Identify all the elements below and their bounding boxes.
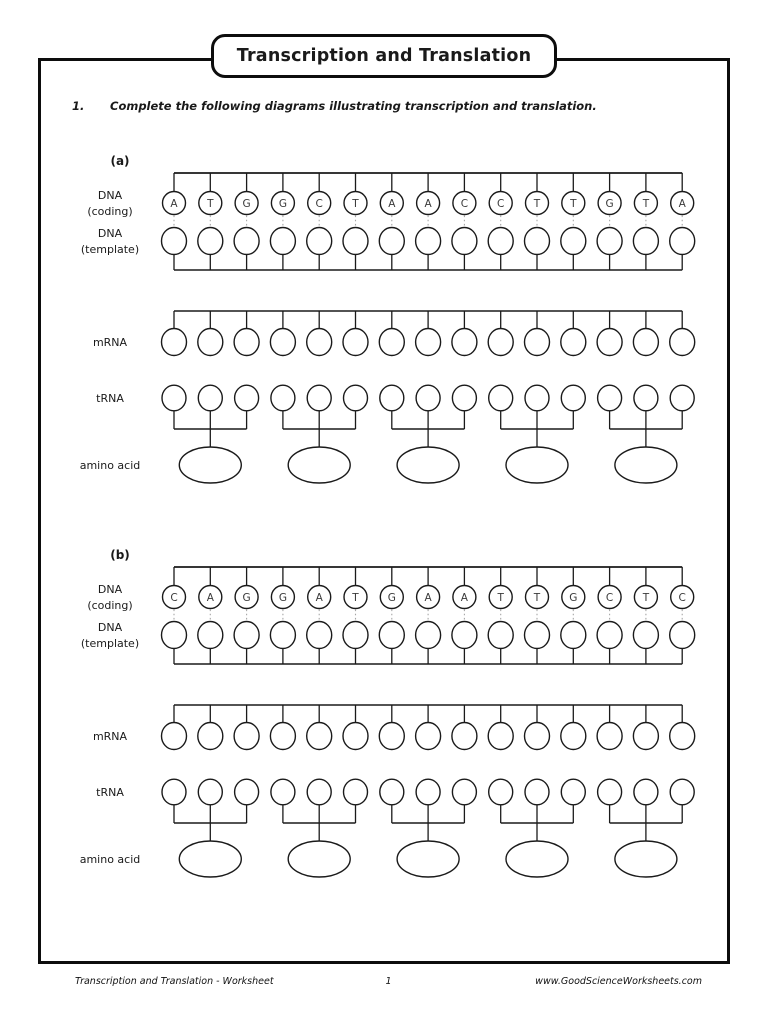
dna-template-blank-circle [379,622,404,649]
mrna-blank-circle [633,723,658,750]
dna-coding-base-letter: T [533,591,541,604]
dna-coding-base-letter: A [678,197,686,210]
dna-coding-base-letter: G [242,197,251,210]
dna-template-blank-circle [561,228,586,255]
dna-template-blank-circle [670,228,695,255]
dna-coding-base-letter: T [352,591,359,604]
dna-template-blank-circle [162,228,187,255]
dna-template-label: (template) [80,243,140,256]
trna-blank-circle [271,779,295,805]
trna-blank-circle [235,385,259,411]
amino-acid-blank-ellipse [506,841,568,877]
dna-template-blank-circle [379,228,404,255]
mrna-blank-circle [270,723,295,750]
mrna-blank-circle [488,329,513,356]
mrna-blank-circle [561,329,586,356]
trna-blank-circle [271,385,295,411]
dna-template-blank-circle [416,622,441,649]
amino-acid-blank-ellipse [288,841,350,877]
dna-coding-base-letter: A [170,197,178,210]
mrna-label: mRNA [92,336,128,349]
dna-coding-base-letter: A [424,197,432,210]
amino-acid-blank-ellipse [506,447,568,483]
dna-coding-base-letter: T [497,591,504,604]
question-number: 1. [72,99,85,113]
dna-coding-base-letter: G [278,591,287,604]
trna-blank-circle [307,385,331,411]
trna-label: tRNA [96,786,124,799]
dna-coding-base-letter: C [678,591,686,604]
dna-coding-label: DNA [97,189,123,202]
mrna-blank-circle [633,329,658,356]
mrna-label: mRNA [92,730,128,743]
dna-coding-base-letter: T [207,197,214,210]
amino-acid-blank-ellipse [615,447,677,483]
mrna-blank-circle [162,723,187,750]
dna-template-blank-circle [234,228,259,255]
dna-template-label: (template) [80,637,140,650]
dna-template-blank-circle [597,622,622,649]
mrna-blank-circle [525,329,550,356]
diagram-label: (b) [110,548,130,562]
mrna-blank-circle [307,723,332,750]
dna-template-blank-circle [452,228,477,255]
trna-blank-circle [380,779,404,805]
dna-coding-base-letter: A [206,591,214,604]
dna-template-blank-circle [307,228,332,255]
dna-coding-base-letter: G [278,197,287,210]
amino-acid-blank-ellipse [397,841,459,877]
mrna-blank-circle [198,723,223,750]
dna-coding-base-letter: G [605,197,614,210]
dna-coding-base-letter: A [388,197,396,210]
dna-template-blank-circle [488,622,513,649]
trna-blank-circle [598,385,622,411]
dna-template-blank-circle [561,622,586,649]
mrna-blank-circle [379,723,404,750]
amino-acid-blank-ellipse [179,841,241,877]
footer-page-number: 1 [385,976,392,987]
mrna-blank-circle [416,329,441,356]
trna-blank-circle [416,385,440,411]
instruction-line [72,99,597,113]
trna-blank-circle [416,779,440,805]
trna-blank-circle [380,385,404,411]
dna-coding-label: (coding) [87,205,133,218]
dna-template-blank-circle [270,622,295,649]
worksheet-title-box [211,34,557,78]
dna-template-blank-circle [488,228,513,255]
mrna-blank-circle [597,723,622,750]
trna-blank-circle [670,385,694,411]
footer-worksheet-title: Transcription and Translation - Worksheet [75,976,274,987]
trna-blank-circle [162,779,186,805]
trna-blank-circle [525,779,549,805]
amino-acid-blank-ellipse [615,841,677,877]
dna-coding-base-letter: T [352,197,359,210]
trna-blank-circle [344,779,368,805]
dna-template-label: DNA [97,621,123,634]
dna-coding-label: DNA [97,583,123,596]
dna-coding-base-letter: A [315,591,323,604]
dna-coding-base-letter: G [569,591,578,604]
dna-template-blank-circle [234,622,259,649]
trna-blank-circle [670,779,694,805]
mrna-blank-circle [343,329,368,356]
mrna-blank-circle [597,329,622,356]
amino-acid-blank-ellipse [397,447,459,483]
trna-blank-circle [344,385,368,411]
amino-acid-label: amino acid [79,853,141,866]
transcription-diagram-a [30,140,720,498]
dna-template-blank-circle [670,622,695,649]
trna-blank-circle [162,385,186,411]
mrna-blank-circle [525,723,550,750]
dna-template-blank-circle [198,228,223,255]
dna-coding-base-letter: T [642,197,650,210]
trna-label: tRNA [96,392,124,405]
dna-coding-base-letter: C [315,197,323,210]
dna-coding-base-letter: A [460,591,468,604]
footer [60,976,710,987]
mrna-blank-circle [561,723,586,750]
trna-blank-circle [561,779,585,805]
dna-coding-base-letter: C [170,591,178,604]
question-text: Complete the following diagrams illustrating transcription and translation. [110,99,597,113]
mrna-blank-circle [670,723,695,750]
mrna-blank-circle [198,329,223,356]
mrna-blank-circle [452,329,477,356]
mrna-blank-circle [488,723,513,750]
mrna-blank-circle [234,329,259,356]
mrna-blank-circle [270,329,295,356]
trna-blank-circle [561,385,585,411]
dna-template-blank-circle [307,622,332,649]
dna-coding-base-letter: G [387,591,396,604]
dna-template-blank-circle [525,622,550,649]
dna-coding-base-letter: C [497,197,505,210]
dna-coding-base-letter: G [242,591,251,604]
dna-template-blank-circle [343,228,368,255]
mrna-blank-circle [670,329,695,356]
trna-blank-circle [489,779,513,805]
transcription-diagram-b [30,534,720,892]
footer-website: www.GoodScienceWorksheets.com [535,976,702,987]
amino-acid-label: amino acid [79,459,141,472]
trna-blank-circle [489,385,513,411]
mrna-blank-circle [452,723,477,750]
trna-blank-circle [307,779,331,805]
trna-blank-circle [634,779,658,805]
trna-blank-circle [634,385,658,411]
dna-template-blank-circle [633,228,658,255]
dna-template-blank-circle [270,228,295,255]
dna-template-blank-circle [343,622,368,649]
dna-template-blank-circle [452,622,477,649]
dna-coding-base-letter: T [570,197,577,210]
dna-coding-base-letter: C [605,591,614,604]
mrna-blank-circle [343,723,368,750]
trna-blank-circle [452,385,476,411]
dna-coding-base-letter: A [424,591,432,604]
trna-blank-circle [198,779,222,805]
dna-coding-base-letter: C [460,197,469,210]
dna-template-blank-circle [525,228,550,255]
dna-template-blank-circle [633,622,658,649]
dna-template-blank-circle [162,622,187,649]
amino-acid-blank-ellipse [288,447,350,483]
diagram-label: (a) [110,154,130,168]
mrna-blank-circle [416,723,441,750]
mrna-blank-circle [307,329,332,356]
dna-coding-label: (coding) [87,599,133,612]
trna-blank-circle [525,385,549,411]
dna-template-blank-circle [416,228,441,255]
amino-acid-blank-ellipse [179,447,241,483]
dna-template-label: DNA [97,227,123,240]
worksheet-title: Transcription and Translation [236,46,532,66]
dna-template-blank-circle [198,622,223,649]
trna-blank-circle [452,779,476,805]
trna-blank-circle [598,779,622,805]
dna-coding-base-letter: T [642,591,650,604]
trna-blank-circle [235,779,259,805]
dna-coding-base-letter: T [533,197,541,210]
mrna-blank-circle [234,723,259,750]
dna-template-blank-circle [597,228,622,255]
mrna-blank-circle [162,329,187,356]
trna-blank-circle [198,385,222,411]
mrna-blank-circle [379,329,404,356]
